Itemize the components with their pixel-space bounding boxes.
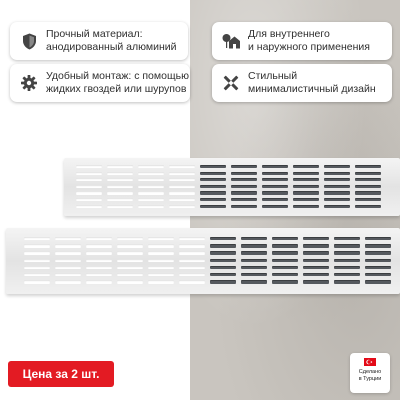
vent-grille-top bbox=[64, 158, 400, 216]
vent-slot bbox=[179, 266, 205, 269]
vent-slot bbox=[86, 237, 112, 240]
vent-slot bbox=[200, 178, 226, 181]
made-in-text-line: Сделано bbox=[358, 369, 382, 375]
vent-slot bbox=[334, 259, 360, 262]
vent-slot bbox=[210, 280, 236, 283]
feature-text-line: Удобный монтаж: с помощью bbox=[46, 70, 189, 82]
vent-slot bbox=[179, 251, 205, 254]
vent-slot bbox=[148, 244, 174, 247]
vent-slot bbox=[107, 185, 133, 188]
vent-slot bbox=[107, 165, 133, 168]
vent-slot bbox=[272, 237, 298, 240]
vent-slot bbox=[324, 198, 350, 201]
vent-slot bbox=[76, 191, 102, 194]
vent-slot bbox=[365, 266, 391, 269]
vent-slot bbox=[138, 172, 164, 175]
feature-card-usage bbox=[212, 22, 392, 60]
vent-slot bbox=[148, 259, 174, 262]
vent-slot bbox=[241, 237, 267, 240]
vent-slot bbox=[293, 178, 319, 181]
vent-slot bbox=[107, 191, 133, 194]
vent-slot bbox=[24, 266, 50, 269]
vent-slot bbox=[169, 178, 195, 181]
vent-slot bbox=[210, 244, 236, 247]
vent-slot bbox=[55, 280, 81, 283]
vent-slot bbox=[365, 280, 391, 283]
vent-slot bbox=[272, 251, 298, 254]
vent-slot bbox=[117, 251, 143, 254]
vent-slot bbox=[179, 244, 205, 247]
vent-slot bbox=[365, 251, 391, 254]
vent-slot bbox=[86, 280, 112, 283]
vent-slot bbox=[148, 273, 174, 276]
vent-slot bbox=[86, 251, 112, 254]
vent-slot bbox=[303, 244, 329, 247]
vent-slot bbox=[86, 266, 112, 269]
vent-slot bbox=[231, 172, 257, 175]
vent-slot bbox=[355, 172, 381, 175]
feature-text-line: жидких гвоздей или шурупов bbox=[46, 83, 187, 95]
vent-slot bbox=[200, 205, 226, 208]
vent-slot bbox=[293, 198, 319, 201]
feature-card-mounting bbox=[10, 64, 190, 102]
turkey-flag-icon bbox=[364, 358, 376, 366]
feature-text-line: Стильный bbox=[248, 70, 298, 82]
vent-slot bbox=[241, 266, 267, 269]
feature-text-line: и наружного применения bbox=[248, 41, 370, 53]
vent-slot bbox=[200, 198, 226, 201]
vent-slot bbox=[200, 172, 226, 175]
feature-text-line: анодированный алюминий bbox=[46, 41, 177, 53]
vent-slot bbox=[24, 273, 50, 276]
vent-slot bbox=[86, 244, 112, 247]
vent-slot bbox=[210, 237, 236, 240]
vent-slot bbox=[55, 237, 81, 240]
vent-slot bbox=[107, 198, 133, 201]
vent-slot bbox=[334, 237, 360, 240]
vent-slot bbox=[324, 172, 350, 175]
vent-slot bbox=[272, 244, 298, 247]
vent-slot bbox=[24, 237, 50, 240]
vent-slot bbox=[169, 185, 195, 188]
shield-icon bbox=[20, 32, 38, 50]
vent-slot bbox=[200, 165, 226, 168]
vent-slot bbox=[241, 273, 267, 276]
vent-slot bbox=[241, 280, 267, 283]
vent-slot bbox=[303, 237, 329, 240]
house-tree-icon bbox=[222, 32, 240, 50]
vent-slot bbox=[334, 280, 360, 283]
vent-slot bbox=[334, 266, 360, 269]
pencil-ruler-icon bbox=[222, 74, 240, 92]
vent-slot bbox=[231, 205, 257, 208]
vent-slot bbox=[76, 205, 102, 208]
vent-slot bbox=[138, 165, 164, 168]
vent-slot bbox=[169, 172, 195, 175]
vent-slot bbox=[272, 273, 298, 276]
feature-text-line: минималистичный дизайн bbox=[248, 83, 376, 95]
vent-slot bbox=[365, 273, 391, 276]
vent-slot bbox=[293, 205, 319, 208]
vent-slot bbox=[355, 191, 381, 194]
vent-slot bbox=[355, 178, 381, 181]
vent-slot bbox=[76, 185, 102, 188]
vent-slot bbox=[169, 191, 195, 194]
vent-slot bbox=[138, 191, 164, 194]
vent-slot bbox=[117, 280, 143, 283]
vent-slot bbox=[148, 280, 174, 283]
vent-slot bbox=[262, 178, 288, 181]
vent-slot bbox=[138, 205, 164, 208]
vent-slot bbox=[107, 172, 133, 175]
vent-slot bbox=[365, 259, 391, 262]
vent-slot bbox=[334, 273, 360, 276]
vent-slot bbox=[117, 244, 143, 247]
feature-card-design bbox=[212, 64, 392, 102]
vent-slot bbox=[272, 266, 298, 269]
vent-slot bbox=[76, 172, 102, 175]
vent-slot bbox=[210, 251, 236, 254]
vent-slot bbox=[86, 259, 112, 262]
vent-slot bbox=[24, 259, 50, 262]
price-badge: Цена за 2 шт. bbox=[8, 361, 114, 387]
vent-slot bbox=[200, 185, 226, 188]
vent-slot bbox=[262, 205, 288, 208]
vent-slot bbox=[241, 251, 267, 254]
vent-slot bbox=[179, 259, 205, 262]
vent-slot bbox=[55, 244, 81, 247]
vent-slot bbox=[334, 244, 360, 247]
vent-slot bbox=[210, 259, 236, 262]
vent-slot bbox=[169, 165, 195, 168]
vent-slot bbox=[76, 198, 102, 201]
vent-slot bbox=[324, 185, 350, 188]
vent-slot bbox=[365, 237, 391, 240]
vent-slot bbox=[303, 280, 329, 283]
vent-slot bbox=[200, 191, 226, 194]
vent-slot bbox=[117, 266, 143, 269]
vent-slot bbox=[324, 178, 350, 181]
vent-slot bbox=[107, 205, 133, 208]
vent-slot bbox=[117, 237, 143, 240]
vent-slot bbox=[148, 237, 174, 240]
vent-slot bbox=[24, 280, 50, 283]
vent-slot bbox=[262, 191, 288, 194]
feature-text-line: Для внутреннего bbox=[248, 28, 330, 40]
vent-slot bbox=[303, 259, 329, 262]
vent-slot bbox=[272, 280, 298, 283]
vent-slot bbox=[241, 259, 267, 262]
vent-slot bbox=[117, 259, 143, 262]
vent-slot bbox=[272, 259, 298, 262]
vent-slot bbox=[148, 266, 174, 269]
vent-slot bbox=[303, 273, 329, 276]
made-in-turkey-badge bbox=[350, 353, 390, 393]
vent-slot bbox=[169, 198, 195, 201]
vent-slot bbox=[365, 244, 391, 247]
vent-slot bbox=[355, 185, 381, 188]
vent-slot bbox=[55, 273, 81, 276]
vent-slot bbox=[231, 185, 257, 188]
gear-icon bbox=[20, 74, 38, 92]
vent-slot bbox=[179, 280, 205, 283]
vent-slot bbox=[138, 198, 164, 201]
vent-slot bbox=[355, 205, 381, 208]
vent-slot bbox=[334, 251, 360, 254]
vent-slot bbox=[55, 259, 81, 262]
vent-slot bbox=[76, 165, 102, 168]
vent-slot bbox=[262, 198, 288, 201]
vent-slot bbox=[262, 165, 288, 168]
vent-slot bbox=[262, 172, 288, 175]
vent-slot bbox=[303, 266, 329, 269]
vent-slot bbox=[355, 198, 381, 201]
vent-slot bbox=[231, 178, 257, 181]
vent-slot bbox=[262, 185, 288, 188]
vent-slot bbox=[117, 273, 143, 276]
vent-slot bbox=[293, 191, 319, 194]
vent-slot bbox=[231, 191, 257, 194]
made-in-text-line: в Турции bbox=[358, 375, 382, 382]
vent-grille-bottom bbox=[6, 228, 400, 294]
vent-slot bbox=[76, 178, 102, 181]
vent-slot bbox=[324, 205, 350, 208]
vent-slot bbox=[107, 178, 133, 181]
vent-slot bbox=[148, 251, 174, 254]
feature-text-line: Прочный материал: bbox=[46, 28, 143, 40]
vent-slot bbox=[138, 178, 164, 181]
feature-card-material bbox=[10, 22, 188, 60]
vent-slot bbox=[86, 273, 112, 276]
vent-slot bbox=[241, 244, 267, 247]
vent-slot bbox=[55, 266, 81, 269]
vent-slot bbox=[169, 205, 195, 208]
vent-slot bbox=[179, 237, 205, 240]
vent-slot bbox=[231, 198, 257, 201]
vent-slot bbox=[355, 165, 381, 168]
vent-slot bbox=[179, 273, 205, 276]
vent-slot bbox=[24, 244, 50, 247]
vent-slot bbox=[324, 165, 350, 168]
vent-slot bbox=[210, 266, 236, 269]
vent-slot bbox=[210, 273, 236, 276]
vent-slot bbox=[324, 191, 350, 194]
vent-slot bbox=[138, 185, 164, 188]
vent-slot bbox=[293, 185, 319, 188]
vent-slot bbox=[293, 172, 319, 175]
vent-slot bbox=[303, 251, 329, 254]
vent-slot bbox=[24, 251, 50, 254]
vent-slot bbox=[55, 251, 81, 254]
vent-slot bbox=[231, 165, 257, 168]
vent-slot bbox=[293, 165, 319, 168]
